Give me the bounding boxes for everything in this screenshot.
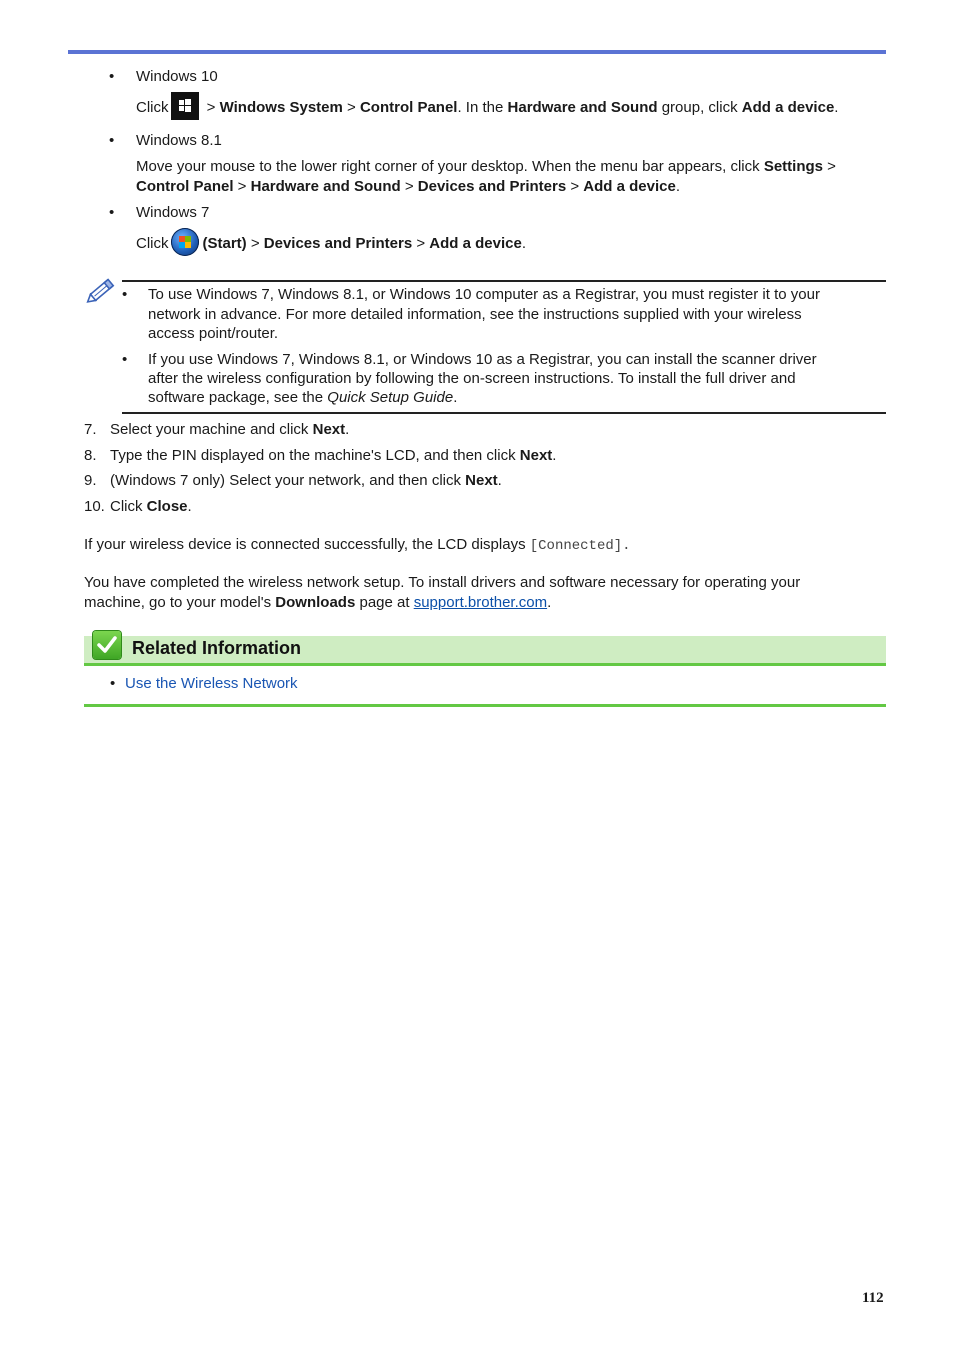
bullet-dot: • [122,286,128,303]
related-info-end-rule [84,704,886,707]
windows7-instruction: Click (Start) > Devices and Printers > Add a device. [136,230,526,258]
bullet-dot: • [110,675,116,692]
bullet-dot: • [109,204,115,221]
step-number: 10. [84,498,105,515]
windows-start-icon [171,92,199,120]
note-item1-line1: To use Windows 7, Windows 8.1, or Windows 10 computer as a Registrar, you must register it to your [148,286,820,303]
connected-paragraph: If your wireless device is connected successfully, the LCD displays [Connected]. [84,536,631,554]
windows7-start-orb-icon [171,228,199,256]
related-info-rule [84,663,886,666]
completion-paragraph-line1: You have completed the wireless network setup. To install drivers and software necessary for operating your [84,574,801,591]
windows7-heading: Windows 7 [136,204,210,221]
step-text: Select your machine and click Next. [110,421,350,438]
windows81-heading: Windows 8.1 [136,132,222,149]
related-link-wireless-network[interactable]: Use the Wireless Network [125,675,298,692]
support-link[interactable]: support.brother.com [413,594,548,611]
bullet-dot: • [109,68,115,85]
windows81-instruction-line1: Move your mouse to the lower right corner of your desktop. When the menu bar appears, click Settings > [136,158,836,175]
step-number: 9. [84,472,97,489]
windows10-instruction: Click > Windows System > Control Panel. In the Hardware and Sound group, click Add a device. [136,94,838,122]
step-number: 8. [84,447,97,464]
note-bottom-rule [122,412,886,414]
note-item1-line2: network in advance. For more detailed information, see the instructions supplied with your wireless [148,306,802,323]
completion-paragraph-line2: machine, go to your model's Downloads page at support.brother.com. [84,594,552,611]
header-rule [68,50,886,54]
lcd-message: [Connected] [529,538,623,554]
note-pencil-icon [86,274,120,304]
note-item1-line3: access point/router. [148,325,279,342]
windows10-heading: Windows 10 [136,68,218,85]
related-info-title: Related Information [132,638,302,658]
checkmark-icon [93,631,121,659]
windows81-instruction-line2: Control Panel > Hardware and Sound > Devices and Printers > Add a device. [136,178,680,195]
page-number: 112 [862,1290,884,1306]
note-item2-line3: software package, see the Quick Setup Guide. [148,389,458,406]
step-number: 7. [84,421,97,438]
bullet-dot: • [122,351,128,368]
step-text: Click Close. [110,498,192,515]
bullet-dot: • [109,132,115,149]
note-item2-line2: after the wireless configuration by following the on-screen instructions. To install the full driver and [148,370,796,387]
note-item2-line1: If you use Windows 7, Windows 8.1, or Windows 10 as a Registrar, you can install the scanner driver [148,351,817,368]
step-text: (Windows 7 only) Select your network, and then click Next. [110,472,502,489]
step-text: Type the PIN displayed on the machine's LCD, and then click Next. [110,447,557,464]
note-top-rule [122,280,886,282]
